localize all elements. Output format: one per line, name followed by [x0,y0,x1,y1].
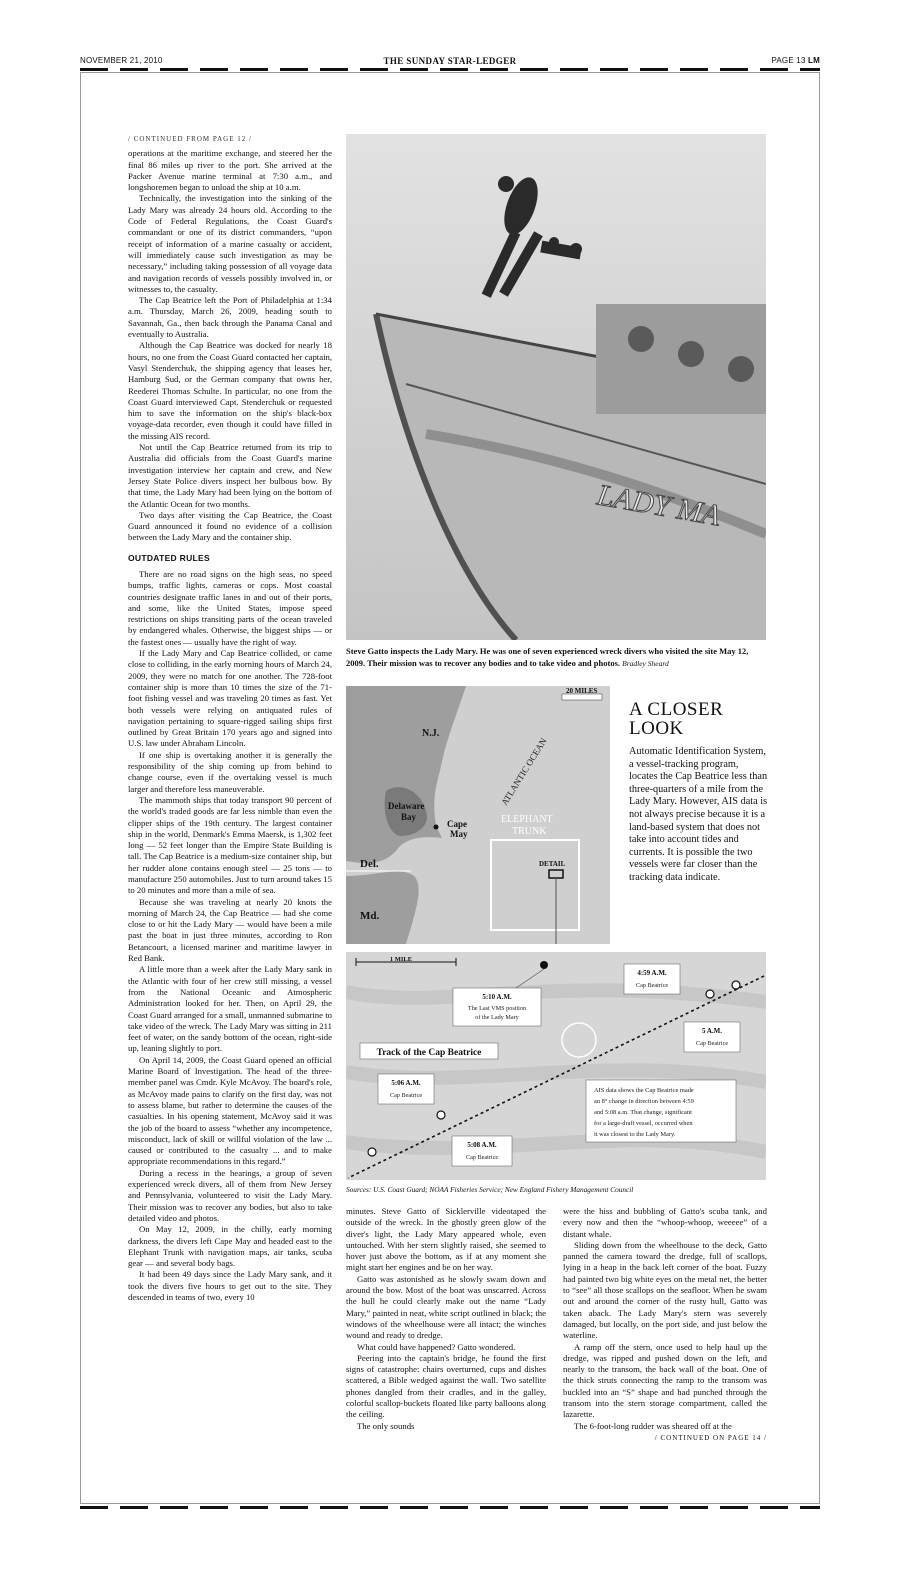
article-paragraph: If one ship is overtaking another it is generally the responsibility of the ship coming up from behind to change course, even if the overtaking vessel is much larger and therefore less maneuverable. [128,749,332,794]
ais-note-line-1: AIS data shows the Cap Beatrice made [594,1087,694,1094]
article-paragraph: It had been 49 days since the Lady Mary sank, and it took the divers five hours to get out to the site. They descended in teams of two, every 10 [128,1269,332,1302]
track-detail-map [346,952,766,1180]
article-paragraph: On May 12, 2009, in the chilly, early morning darkness, the divers left Cape May and headed east to the Elephant Trunk with navigation maps, air tanks, scuba gear — and several body bags. [128,1224,332,1269]
photo-caption [346,645,766,670]
label-506-time: 5:06 A.M. [391,1079,421,1087]
ais-note-line-2: an 8° change in direction between 4:59 [594,1098,694,1105]
article-paragraph: Sliding down from the wheelhouse to the deck, Gatto panned the camera toward the dredge, full of scallops, lying in a heap in the back left corner of the boat. Fuzzy had painted two big white eyes on the metal net, the better to “see” all those scallops on the seafloor. When he swam out and around the corner of the rusty hull, Gatto was taken aback. The Lady Mary's stern was severely damaged, but locally, on the port side, and just below the waterline. [563,1239,767,1341]
article-paragraph: The mammoth ships that today transport 90 percent of the world's traded goods are far less nimble than even the clipper ships of the 19th century. The largest container ship in the world, Denmark's Emma Maersk, is 1,302 feet long — 52 feet longer than the Empire State Building is tall. The Cap Beatrice is a medium-size container ship, but her rudder alone contains enough steel — 25 tons — to manufacture 250 automobiles. Just to turn around takes 15 to 20 minutes and more than a mile of sea. [128,794,332,896]
track-label: Track of the Cap Beatrice [376,1048,482,1058]
diver-photo [346,134,766,640]
diver-photo-art [346,134,766,640]
article-column-1 [128,134,332,1303]
vms-text-1: The Last VMS position [467,1005,527,1012]
article-paragraph: Two days after visiting the Cap Beatrice, the Coast Guard announced it found no evidence of a collision between the Lady Mary and the container ship. [128,509,332,543]
header-date: NOVEMBER 21, 2010 [80,56,163,65]
article-paragraph: The Cap Beatrice left the Port of Philadelphia at 1:34 a.m. Thursday, March 26, 2009, heading south to Savannah, Ga., then back through the Panama Canal and eventually to Australia. [128,295,332,340]
article-paragraph: The only sounds [357,1420,415,1431]
photo-credit: Bradley Sheard [622,659,669,668]
page-label: PAGE 13 [771,56,806,65]
label-detail: DETAIL [539,860,566,868]
column-1-text-a [128,148,332,543]
label-459-time: 4:59 A.M. [637,969,667,977]
sidebar-body: Automatic Identification System, a vessel-tracking program, locates the Cap Beatrice less than three-quarters of a mile from the Lady Mary. However, AIS data is not always precise because it is a land-based system that does not take into account tides and currents. It is possible the two vessels were far closer than the tracking data indicate. [629,746,768,883]
label-500-text: Cap Beatrice [695,1040,729,1047]
article-paragraph: Gatto was astonished as he slowly swam down and around the bow. Most of the boat was unscarred. Across the hull he could clearly make out the name “Lady Mary,” painted in neat, white script outlined in black; the windows of the wheelhouse were all intact; the winches wound and ready to dredge. [346,1273,546,1341]
article-paragraph: A ramp off the stern, once used to help haul up the dredge, was ripped and pushed down on the left, and nearly to the transom, the back wall of the boat. One of the thick struts connecting the ramp to the transom was buckled into an “S” shape and had punched through the transom into the stern storage compartment, called the lazarette. [563,1341,767,1420]
sidebar-title-line-2: LOOK [629,718,684,739]
label-cape: Cape [447,819,467,829]
label-atlantic-ocean: ATLANTIC OCEAN [499,736,549,808]
label-md: Md. [360,910,380,922]
article-paragraph: operations at the maritime exchange, and steered her the final 86 miles up river to the port. She arrived at the Packer Avenue marine terminal at 7:30 a.m., and longshoremen began to unload the ship at 10 a.m. [128,148,332,193]
map-sources: Sources: U.S. Coast Guard; NOAA Fisheries Service; New England Fishery Management Council [346,1185,634,1194]
article-paragraph: minutes. Steve Gatto of Sicklerville videotaped the outside of the wreck. In the ghostly green glow of the diver's light, the Lady Mary appeared whole, even untouched. With her stern slightly raised, she seemed to hover just above the bottom, as if at any moment she might start her engines and be on her way. [346,1206,546,1273]
article-paragraph: During a recess in the hearings, a group of seven experienced wreck divers, all of them from New Jersey and Pennsylvania, volunteered to visit the Lady Mary. Their mission was to recover any bodies, but also to take detailed video and photos. [128,1167,332,1223]
ais-note-line-5: it was closest to the Lady Mary. [594,1131,676,1138]
caption-text: Steve Gatto inspects the Lady Mary. He was one of seven experienced wreck divers who visited the site May 12, 2009. Their mission was to recover any bodies and to take video and photos. [346,646,749,668]
subhead-outdated-rules: OUTDATED RULES [128,552,210,563]
article-paragraph: Technically, the investigation into the sinking of the Lady Mary was already 24 hours old. According to the Code of Federal Regulations, the Coast Guard's commandant or one of its district commanders, “upon receipt of information of a marine casualty or accident, will immediately cause such investigation as may be necessary,” including taking possession of all voyage data and navigation records of vessels possibly involved in, or witnesses to, the casualty. [128,193,332,294]
a-closer-look-box [629,700,769,885]
vms-text-2: of the Lady Mary [475,1014,519,1021]
continued-from: / CONTINUED FROM PAGE 12 / [128,135,252,143]
label-may: May [450,829,468,839]
article-paragraph: On April 14, 2009, the Coast Guard opened an official Marine Board of Investigation. The head of the three-member panel was Cmdr. Kyle McAvoy. The board's role, as McAvoy made pains to clarify on the first day, was not to assess blame, but rather to determine the causes of the casualties. In his opening statement, McAvoy said it was the job of the board to assess “whether any incompetence, misconduct, lack of skill or willful violation of the law ... caused or contributed to the casualty ... and to make appropriate recommendations in this regard.” [128,1054,332,1167]
regional-map [346,686,610,944]
article-column-3 [563,1206,767,1444]
label-506-text: Cap Beatrice [389,1092,423,1099]
vms-time: 5:10 A.M. [482,993,512,1001]
page-number [771,56,820,65]
article-paragraph: If the Lady Mary and Cap Beatrice collided, or came close to colliding, in the early morning hours of March 24, 2009, they were no match for one another. The 728-foot container ship is more than 10 times the size of the 71-foot fishing vessel and was traveling 20 times as fast. Yet both vessels were relying on antiquated rules of navigation pertaining to square-rigged sailing ships first outlined by Great Britain 170 years ago and signed into U.S. law under Abraham Lincoln. [128,648,332,749]
label-nj: N.J. [422,728,440,739]
article-paragraph: Peering into the captain's bridge, he found the first signs of catastrophe: chairs overturned, cups and dishes scattered, a Bible wedged against the wall. Two satellite phones dangled from their cradles, and in the galley, colorful scallop-buckets floated like party balloons along the ceiling. [346,1352,546,1420]
label-508-time: 5:08 A.M. [467,1141,497,1149]
article-paragraph: The 6-foot-long rudder was sheared off at the [574,1420,732,1431]
label-delaware: Delaware [388,801,425,811]
article-paragraph: Although the Cap Beatrice was docked for nearly 18 hours, no one from the Coast Guard contacted her captain, Vasyl Stenderchuk, the shipping agency that leases her, Hamburg Sud, or the German company that owns her, Reederei Thomas Schulte. In particular, no one from the Coast Guard interviewed Capt. Stenderchuk or requested him to save the information on the ship's black-box voyage-data recorder, even though it could have filled in the missing AIS record. [128,340,332,441]
article-paragraph: Not until the Cap Beatrice returned from its trip to Australia did officials from the Coast Guard's marine investigation interview her captain and crew, and New Jersey State Police divers inspect her bulbous bow. By that time, the Lady Mary had been lying on the bottom of the Atlantic Ocean for two months. [128,442,332,509]
regional-map-art [346,686,610,944]
label-500-time: 5 A.M. [701,1027,723,1035]
map-scale-20-miles: 20 MILES [566,687,598,695]
ais-note-line-3: and 5:08 a.m. That change, significant [594,1109,692,1116]
article-paragraph: were the hiss and bubbling of Gatto's scuba tank, and every now and then the “whoop-whoop, weeeee” of a distant whale. [563,1206,767,1239]
label-bay: Bay [401,812,417,822]
article-paragraph: There are no road signs on the high seas, no speed bumps, traffic lights, cameras or cops. Most coastal countries designate traffic lanes in and out of their ports, and some, like the United States, impose speed restrictions on ships transiting parts of the ocean traveled by endangered whales. Otherwise, the biggest ships — or the fastest ones — usually have the right of way. [128,568,332,647]
svg-text:LADY MA: LADY MA [594,478,723,533]
label-del: Del. [360,858,379,870]
article-paragraph: What could have happened? Gatto wondered. [357,1341,516,1352]
article-paragraph: A little more than a week after the Lady Mary sank in the Atlantic with four of her crew still missing, a vessel from the National Oceanic and Atmospheric Administration looked for her. Then, on April 29, the Coast Guard arranged for a small, unmanned submarine to take video of the wreck. The Lady Mary was sitting in 211 feet of water, on the sandy bottom of the ocean, right-side up, leaning slightly to port. [128,964,332,1054]
column-1-text-b [128,569,332,1303]
section-label: LM [808,56,820,65]
detail-scale-1-mile: 1 MILE [389,956,413,963]
label-elephant: ELEPHANT [501,814,553,825]
label-trunk: TRUNK [512,826,547,837]
article-paragraph: Because she was traveling at nearly 20 knots the morning of March 24, the Cap Beatrice — had she come close to or hit the Lady Mary — would have been a mile past the boat in just three minutes, according to Ron Betancourt, a licensed mariner and maritime lawyer in Red Bank. [128,896,332,964]
label-459-text: Cap Beatrice [635,982,669,989]
sidebar-title [629,700,769,738]
article-column-2 [346,1206,546,1432]
sidebar-title-line-1: A CLOSER [629,699,724,720]
continued-on: / CONTINUED ON PAGE 14 / [654,1433,767,1442]
track-detail-map-art [346,952,766,1180]
top-dashed-rule [80,68,820,71]
label-508-text: Cap Beatrice [465,1154,499,1161]
newspaper-name: THE SUNDAY STAR-LEDGER [383,56,517,66]
ais-note-line-4: for a large-draft vessel, occurred when [594,1120,693,1127]
bottom-dashed-rule [80,1506,820,1509]
